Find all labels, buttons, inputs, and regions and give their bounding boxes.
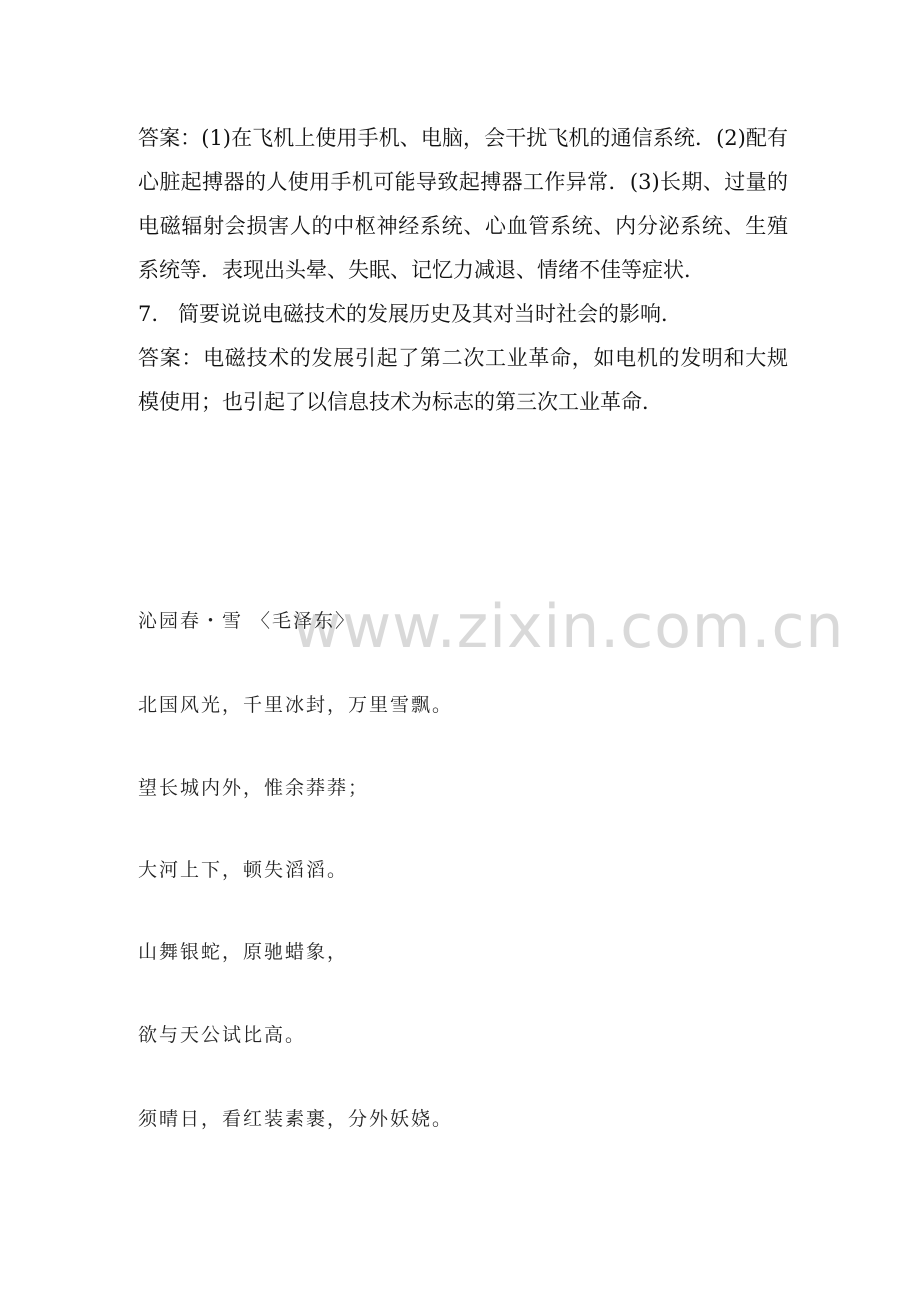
question-7-number: 7. bbox=[138, 302, 159, 326]
watermark-logo: www.zixin.com.cn bbox=[292, 592, 845, 662]
poem-line-3: 大河上下，顿失滔滔。 bbox=[138, 859, 349, 881]
poem-line-5: 欲与天公试比高。 bbox=[138, 1024, 307, 1046]
answer-section bbox=[138, 116, 788, 424]
question-7 bbox=[138, 292, 788, 336]
answer-6-paragraph: 答案：(1)在飞机上使用手机、电脑，会干扰飞机的通信系统．(2)配有心脏起搏器的人使用手机可能导致起搏器工作异常．(3)长期、过量的电磁辐射会损害人的中枢神经系统、心血管系统、内分泌系统、生殖系统等．表现出头晕、失眠、记忆力减退、情绪不佳等症状． bbox=[138, 126, 788, 282]
poem-line-2: 望长城内外，惟余莽莽； bbox=[138, 777, 370, 799]
question-7-text: 简要说说电磁技术的发展历史及其对当时社会的影响． bbox=[178, 302, 682, 326]
poem-line-4: 山舞银蛇，原驰蜡象， bbox=[138, 941, 349, 963]
poem-title: 沁园春・雪 〈毛泽东〉 bbox=[138, 610, 357, 632]
answer-7-paragraph: 答案：电磁技术的发展引起了第二次工业革命，如电机的发明和大规模使用；也引起了以信息技术为标志的第三次工业革命． bbox=[138, 346, 788, 414]
poem-line-1: 北国风光，千里冰封，万里雪飘。 bbox=[138, 694, 454, 716]
poem-line-6: 须晴日，看红装素裹，分外妖娆。 bbox=[138, 1108, 454, 1130]
